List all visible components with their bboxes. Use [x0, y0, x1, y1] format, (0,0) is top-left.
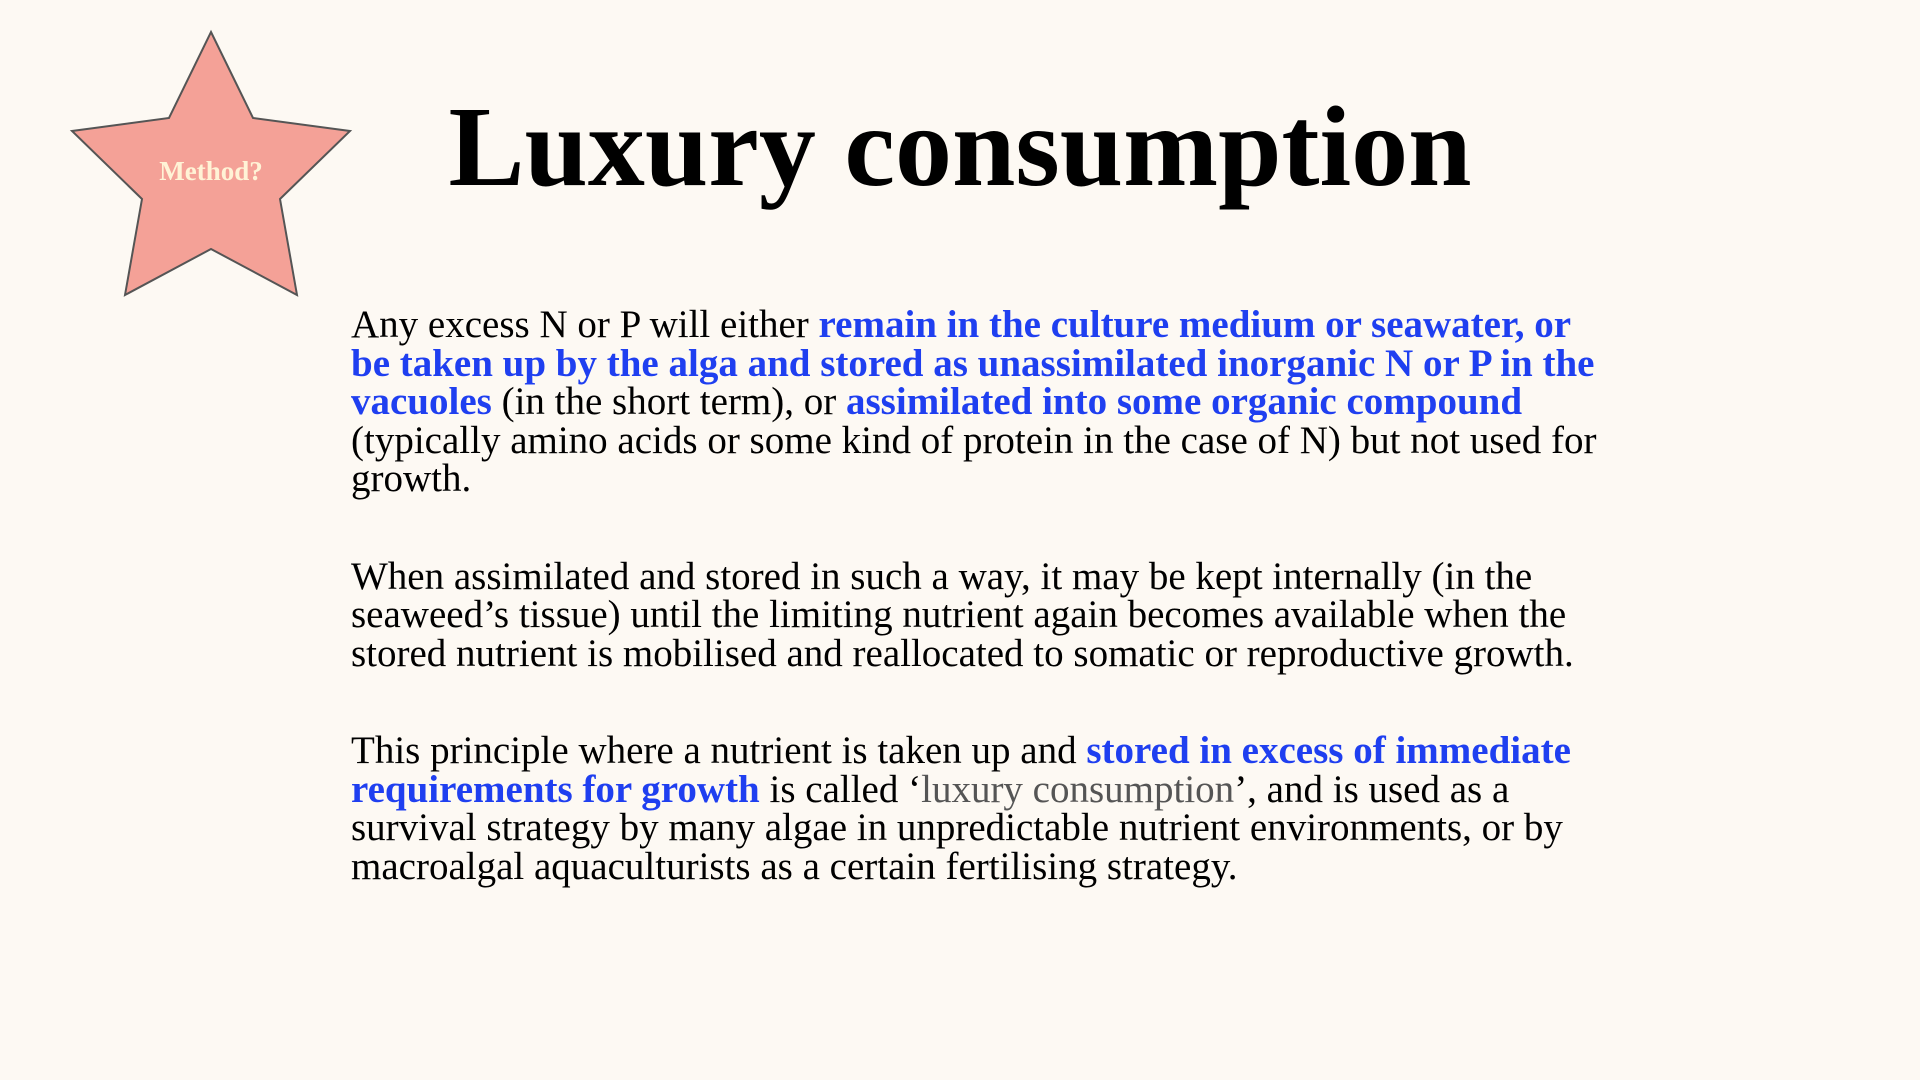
page-title: Luxury consumption	[448, 83, 1472, 210]
paragraph-3-segment-5: ’, and is used as a survival strategy by many algae in unpredictable nutrient environments, or by macroalgal aquaculturists as a certain fertilising strategy.	[351, 767, 1563, 888]
paragraph-2-segment-1: When assimilated and stored in such a way, it may be kept internally (in the seaweed’s tissue) until the limiting nutrient again becomes available when the stored nutrient is mobilised and reallocated to somatic or reproductive growth.	[351, 554, 1574, 675]
paragraph-1-highlight-2: assimilated into some organic compound	[846, 380, 1523, 423]
paragraph-1-segment-3: (in the short term), or	[491, 380, 846, 423]
paragraph-1	[351, 303, 1611, 500]
paragraph-1-segment-5: (typically amino acids or some kind of protein in the case of N) but not used for growth.	[351, 418, 1597, 500]
paragraph-3	[351, 729, 1611, 888]
paragraph-2	[351, 554, 1611, 675]
star-label: Method?	[159, 156, 263, 186]
luxury-consumption-term: luxury consumption	[921, 767, 1235, 811]
paragraph-3-highlight-1: stored in excess of immediate requirements for growth	[351, 729, 1571, 811]
paragraph-3-segment-1: This principle where a nutrient is taken up and	[351, 729, 1087, 772]
method-star-badge[interactable]	[68, 28, 354, 300]
paragraph-3-segment-3: is called ‘	[759, 767, 922, 811]
paragraph-1-segment-1: Any excess N or P will either	[351, 303, 819, 346]
paragraph-1-highlight-1: remain in the culture medium or seawater, or be taken up by the alga and stored as unassimilated inorganic N or P in the vacuoles	[351, 303, 1595, 423]
body-text	[351, 303, 1611, 945]
